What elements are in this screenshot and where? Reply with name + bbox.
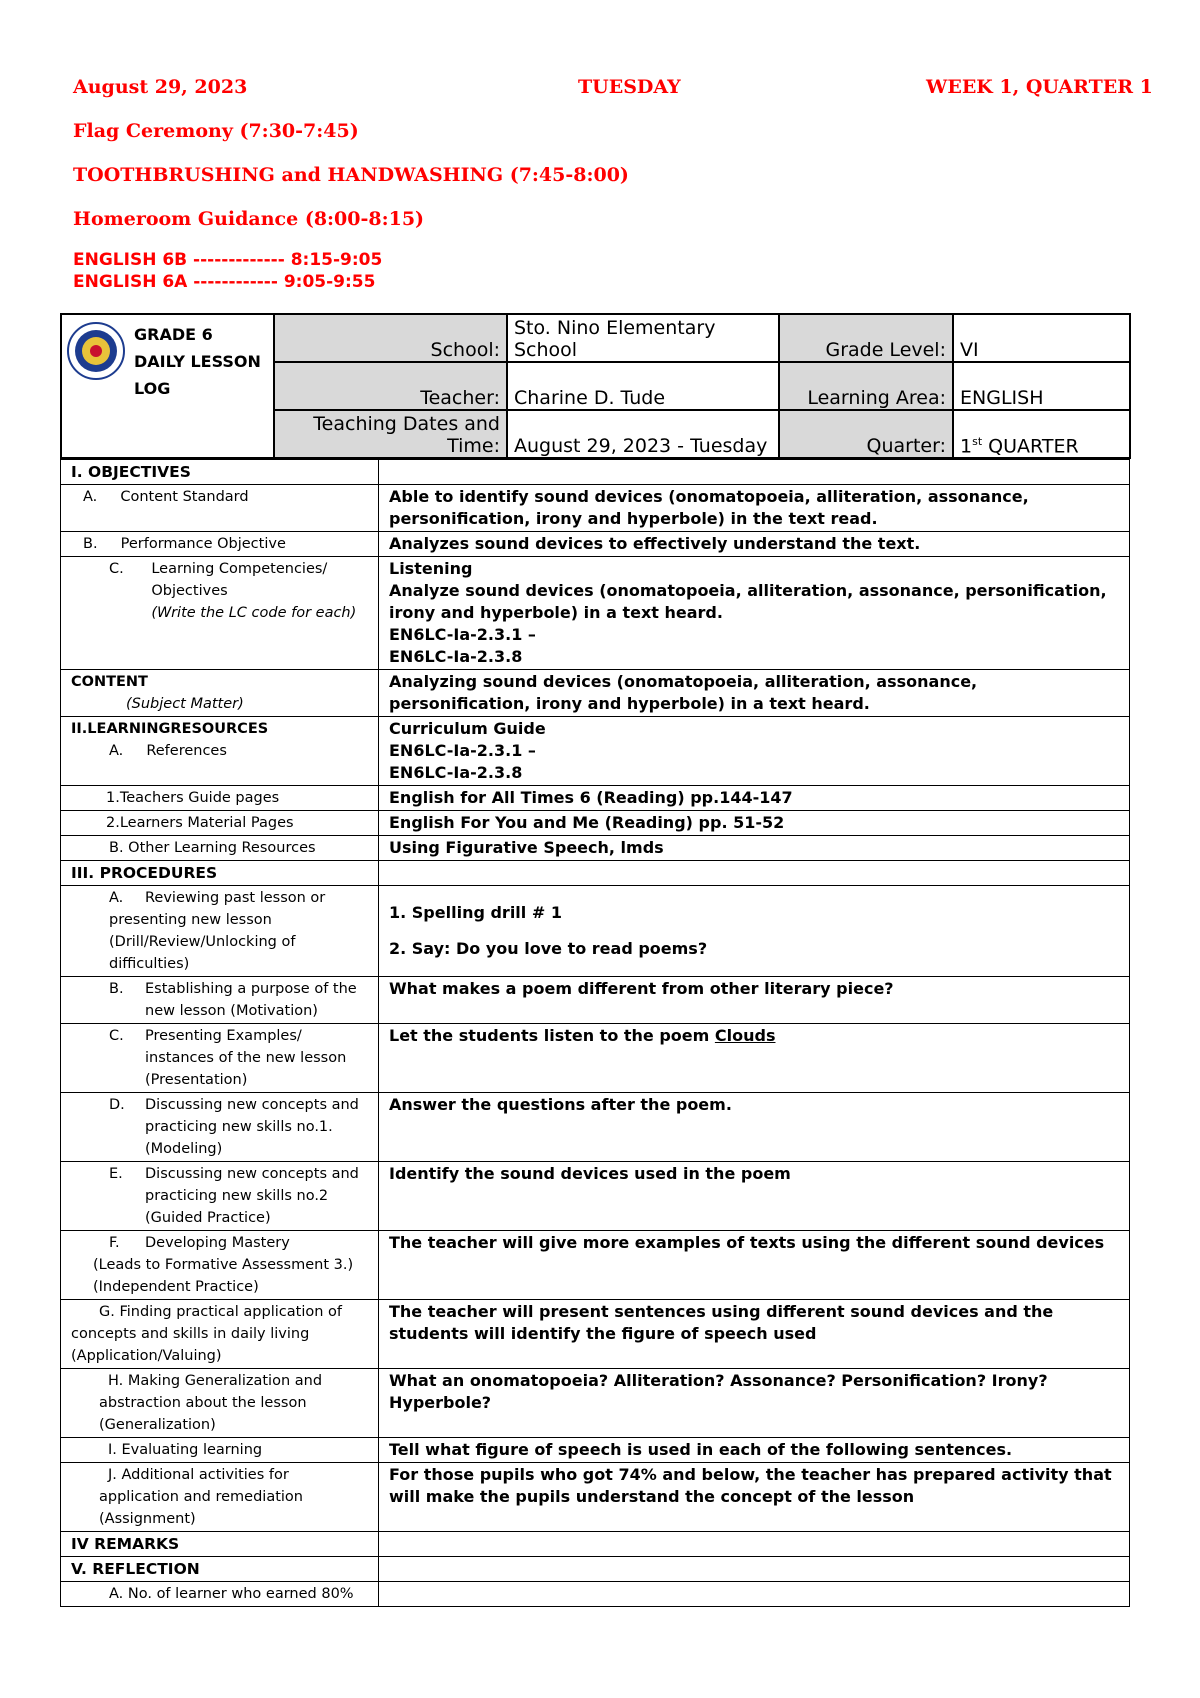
proc-e-label: Discussing new concepts and practicing new skills no.2 (Guided Practice) [145, 1166, 359, 1226]
references-label: References [146, 743, 227, 759]
table-row [61, 786, 1130, 811]
learners-material-label: 2.Learners Material Pages [61, 811, 379, 836]
teaching-dates-value: August 29, 2023 - Tuesday [507, 410, 779, 458]
proc-c-value: Let the students listen to the poem [389, 1026, 715, 1045]
school-value: Sto. Nino Elementary School [507, 314, 779, 362]
table-row [61, 1557, 1130, 1582]
table-row: A. Reviewing past lesson or presenting new lesson (Drill/Review/Unlocking of difficulties) 1. Spelling drill # 1 2. Say: Do you love to read poems? [61, 886, 1130, 977]
table-row: A. Content Standard Able to identify sound devices (onomatopoeia, alliteration, assonance, personification, irony and hyperbole) in the text read. [61, 485, 1130, 532]
poem-title: Clouds [714, 1026, 776, 1045]
other-resources-value: Using Figurative Speech, lmds [379, 836, 1130, 861]
table-row [61, 811, 1130, 836]
performance-objective-label: Performance Objective [120, 536, 286, 552]
toothbrushing-line: TOOTHBRUSHING and HANDWASHING (7:45-8:00) [73, 164, 629, 186]
table-row [61, 1463, 1130, 1532]
proc-j-label: J. Additional activities for application and remediation (Assignment) [61, 1463, 379, 1532]
proc-f-note-1: (Leads to Formative Assessment 3.) [93, 1257, 354, 1273]
proc-j-value: For those pupils who got 74% and below, the teacher has prepared activity that will make the pupils understand the concept of the lesson [379, 1463, 1130, 1532]
lesson-date: August 29, 2023 [73, 76, 248, 98]
curriculum-guide: Curriculum Guide [389, 719, 546, 738]
proc-b-label: Establishing a purpose of the new lesson (Motivation) [145, 981, 357, 1019]
lc-code-1: EN6LC-Ia-2.3.1 – [389, 625, 536, 644]
table-row: F. Developing Mastery (Leads to Formative Assessment 3.) (Independent Practice) The teacher will give more examples of texts using the different sound devices [61, 1231, 1130, 1300]
lc-listening: Listening [389, 559, 473, 578]
reflection-heading: V. REFLECTION [61, 1557, 379, 1582]
lc-code-2: EN6LC-Ia-2.3.8 [389, 647, 523, 666]
subject-matter-note: (Subject Matter) [126, 696, 244, 712]
log-label: LOG [134, 379, 171, 398]
table-row [61, 1438, 1130, 1463]
table-row [61, 1369, 1130, 1438]
table-row: II.LEARNINGRESOURCES A. References Curriculum Guide EN6LC-Ia-2.3.1 – EN6LC-Ia-2.3.8 [61, 717, 1130, 786]
table-row [61, 1532, 1130, 1557]
other-resources-label: B. Other Learning Resources [61, 836, 379, 861]
proc-d-label: Discussing new concepts and practicing new skills no.1. (Modeling) [145, 1097, 359, 1157]
grade-cell [61, 314, 274, 458]
school-label: School: [274, 314, 507, 362]
proc-f-note-2: (Independent Practice) [93, 1279, 259, 1295]
content-heading: CONTENT [71, 674, 148, 690]
lesson-day: TUESDAY [578, 76, 681, 98]
proc-e-value: Identify the sound devices used in the poem [379, 1162, 1130, 1231]
remarks-heading: IV REMARKS [61, 1532, 379, 1557]
lesson-info-table [60, 313, 1131, 459]
table-row [61, 670, 1130, 717]
teacher-label: Teacher: [274, 362, 507, 410]
content-value: Analyzing sound devices (onomatopoeia, alliteration, assonance, personification, irony and hyperbole) in a text heard. [379, 670, 1130, 717]
lesson-week: WEEK 1, QUARTER 1 [926, 76, 1153, 98]
proc-f-label: Developing Mastery [145, 1235, 290, 1251]
spelling-drill: 1. Spelling drill # 1 [389, 903, 562, 922]
lesson-plan-table [60, 459, 1130, 1607]
content-standard-label: Content Standard [120, 489, 249, 505]
table-row [61, 861, 1130, 886]
proc-g-value: The teacher will present sentences using different sound devices and the students will identify the figure of speech used [379, 1300, 1130, 1369]
proc-d-value: Answer the questions after the poem. [379, 1093, 1130, 1162]
proc-a-label: Reviewing past lesson or presenting new lesson (Drill/Review/Unlocking of difficulties) [109, 890, 326, 972]
proc-g-label: G. Finding practical application of concepts and skills in daily living (Application/Valuing) [61, 1300, 379, 1369]
lc-note: (Write the LC code for each) [151, 605, 357, 621]
learning-resources-heading: II.LEARNINGRESOURCES [71, 721, 269, 737]
content-standard-value: Able to identify sound devices (onomatopoeia, alliteration, assonance, personification, irony and hyperbole) in the text read. [379, 485, 1130, 532]
english-6a-schedule: ENGLISH 6A ------------ 9:05-9:55 [73, 272, 376, 292]
quarter-value: 1st QUARTER [953, 410, 1130, 458]
deped-seal-icon [66, 321, 126, 381]
table-row: B. Performance Objective Analyzes sound devices to effectively understand the text. [61, 532, 1130, 557]
grade-level-value: VI [953, 314, 1130, 362]
performance-objective-value: Analyzes sound devices to effectively understand the text. [379, 532, 1130, 557]
flag-ceremony-line: Flag Ceremony (7:30-7:45) [73, 120, 359, 142]
daily-lesson-label: DAILY LESSON [134, 352, 261, 371]
learning-competencies-label: Learning Competencies/ Objectives [151, 561, 328, 599]
table-row: B. Establishing a purpose of the new lesson (Motivation) What makes a poem different from other literary piece? [61, 977, 1130, 1024]
table-row: C. Learning Competencies/ Objectives (Write the LC code for each) Listening Analyze sound devices (onomatopoeia, alliteration, assonance, personification, irony and hyperbole) in a text heard. EN6LC-Ia-2.3.1 – EN6LC-Ia-2.3.8 [61, 557, 1130, 670]
quarter-label: Quarter: [779, 410, 953, 458]
proc-h-value: What an onomatopoeia? Alliteration? Assonance? Personification? Irony? Hyperbole? [379, 1369, 1130, 1438]
grade-label: GRADE 6 [134, 325, 213, 344]
table-row [61, 1582, 1130, 1607]
learners-material-value: English For You and Me (Reading) pp. 51-52 [379, 811, 1130, 836]
table-row [61, 460, 1130, 485]
homeroom-line: Homeroom Guidance (8:00-8:15) [73, 208, 425, 230]
proc-i-label: I. Evaluating learning [61, 1438, 379, 1463]
teacher-value: Charine D. Tude [507, 362, 779, 410]
table-row [61, 1300, 1130, 1369]
proc-f-value: The teacher will give more examples of texts using the different sound devices [379, 1231, 1130, 1300]
table-row [61, 836, 1130, 861]
ref-code-1: EN6LC-Ia-2.3.1 – [389, 741, 536, 760]
proc-h-label: H. Making Generalization and abstraction about the lesson (Generalization) [61, 1369, 379, 1438]
teaching-dates-label: Teaching Dates and Time: [274, 410, 507, 458]
lc-description: Analyze sound devices (onomatopoeia, alliteration, assonance, personification, irony and hyperbole) in a text heard. [389, 581, 1107, 622]
table-row: E. Discussing new concepts and practicing new skills no.2 (Guided Practice) Identify the sound devices used in the poem [61, 1162, 1130, 1231]
procedures-heading: III. PROCEDURES [61, 861, 379, 886]
learning-area-value: ENGLISH [953, 362, 1130, 410]
grade-level-label: Grade Level: [779, 314, 953, 362]
objectives-heading: I. OBJECTIVES [61, 460, 379, 485]
proc-i-value: Tell what figure of speech is used in each of the following sentences. [379, 1438, 1130, 1463]
reflection-a-label: A. No. of learner who earned 80% [61, 1582, 379, 1607]
proc-b-value: What makes a poem different from other literary piece? [379, 977, 1130, 1024]
teachers-guide-label: 1.Teachers Guide pages [61, 786, 379, 811]
english-6b-schedule: ENGLISH 6B ------------- 8:15-9:05 [73, 250, 383, 270]
say-prompt: 2. Say: Do you love to read poems? [389, 939, 708, 958]
table-row: C. Presenting Examples/ instances of the new lesson (Presentation) Let the students listen to the poem Clouds [61, 1024, 1130, 1093]
learning-area-label: Learning Area: [779, 362, 953, 410]
table-row: D. Discussing new concepts and practicing new skills no.1. (Modeling) Answer the questions after the poem. [61, 1093, 1130, 1162]
teachers-guide-value: English for All Times 6 (Reading) pp.144-147 [379, 786, 1130, 811]
proc-c-label: Presenting Examples/ instances of the new lesson (Presentation) [145, 1028, 347, 1088]
ref-code-2: EN6LC-Ia-2.3.8 [389, 763, 523, 782]
